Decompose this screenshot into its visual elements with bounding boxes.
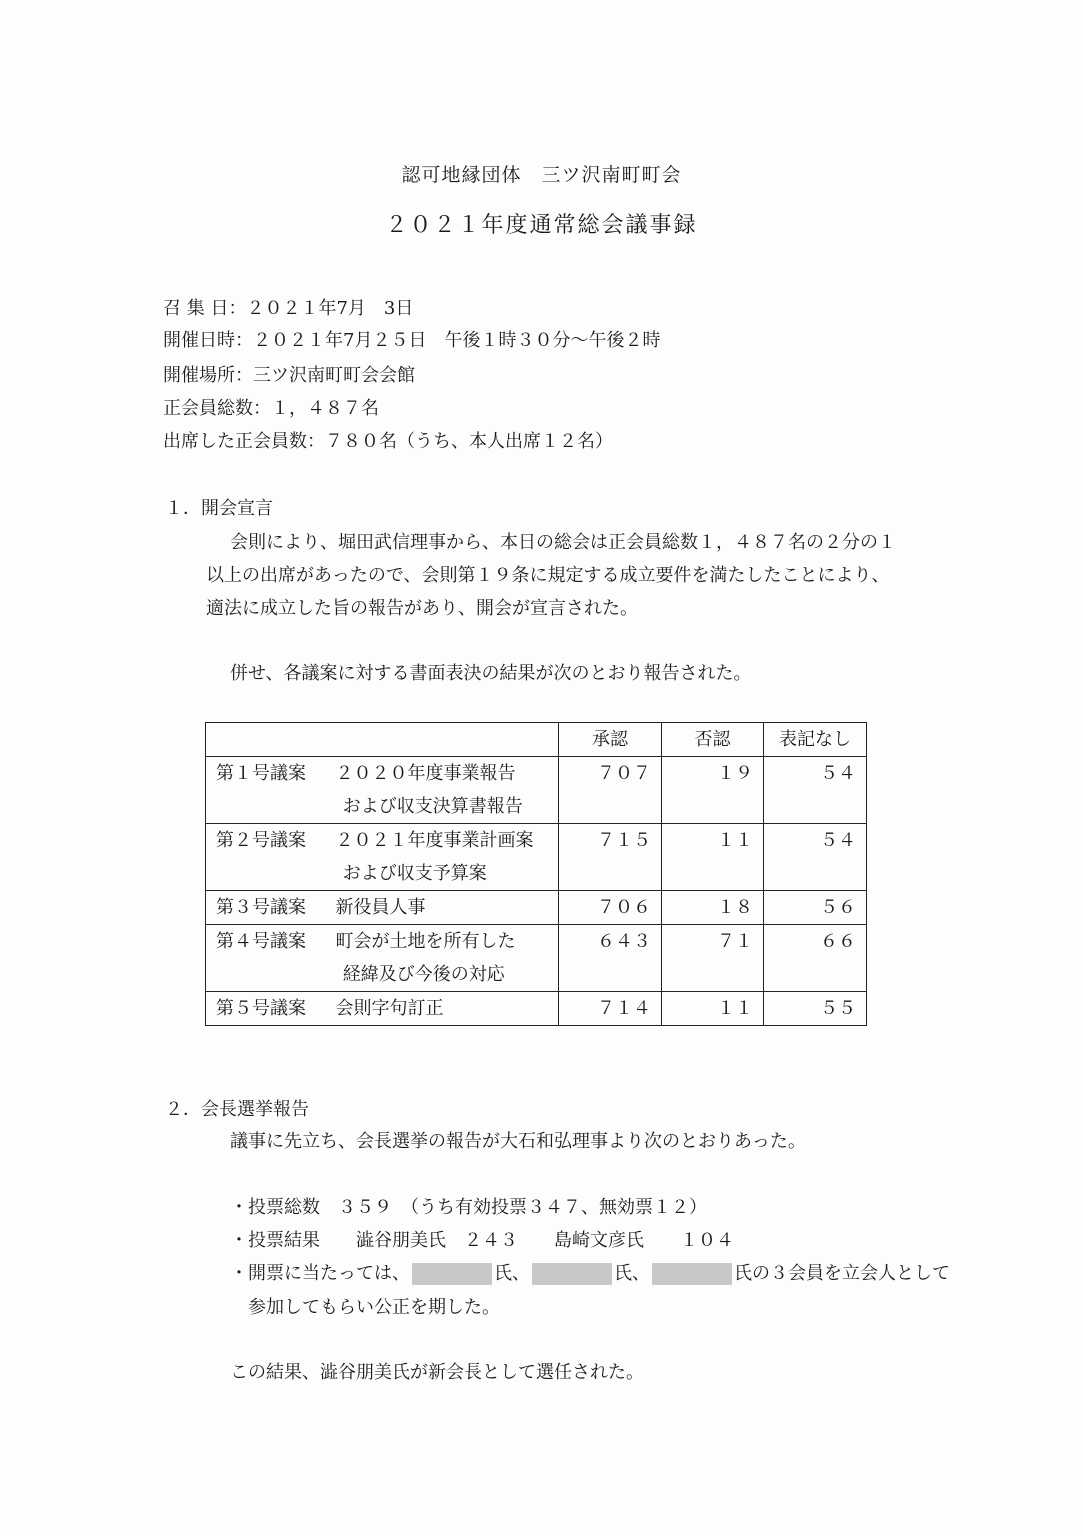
table-row [206, 757, 867, 824]
table-header-row [206, 723, 867, 757]
meta-total-members: 正会員総数：１，４８７名 [163, 398, 379, 419]
reject-count: １８ [662, 891, 764, 925]
meta-venue: 開催場所：三ツ沢南町町会会館 [163, 365, 415, 386]
section1-para2: 併せ、各議案に対する書面表決の結果が次のとおり報告された。 [230, 663, 752, 684]
agenda-cell [206, 925, 559, 992]
agenda-title-line1: 会則字句訂正 [335, 998, 444, 1019]
agenda-title-line2: および収支予算案 [342, 863, 487, 884]
redacted-name-2 [532, 1263, 612, 1285]
table-row [206, 925, 867, 992]
agenda-cell [206, 891, 559, 925]
table-row [206, 824, 867, 891]
meta-meeting-datetime: 開催日時：２０２１年7月２５日 午後１時３０分～午後２時 [163, 330, 661, 351]
meta-convocation-date: 召 集 日：２０２１年7月 3日 [163, 298, 414, 319]
section1-para-line1: 会則により、堀田武信理事から、本日の総会は正会員総数１，４８７名の２分の１ [230, 532, 896, 553]
reject-count: １１ [662, 824, 764, 891]
agenda-cell [206, 757, 559, 824]
document-title: ２０２１年度通常総会議事録 [385, 213, 698, 238]
approve-count: ６４３ [559, 925, 662, 992]
reject-count: １１ [662, 992, 764, 1026]
reject-count: ７１ [662, 925, 764, 992]
section2-heading: ２．会長選挙報告 [165, 1099, 309, 1120]
witness-sep-2: 氏、 [614, 1263, 650, 1284]
agenda-label: 第３号議案 [216, 897, 306, 918]
none-count: ５４ [764, 757, 867, 824]
organization-name: 認可地縁団体 三ツ沢南町町会 [401, 164, 682, 186]
section2-intro: 議事に先立ち、会長選挙の報告が大石和弘理事より次のとおりあった。 [230, 1131, 806, 1152]
witness-text-a: ・開票に当たっては、 [230, 1263, 410, 1284]
agenda-label: 第５号議案 [216, 998, 306, 1019]
approve-count: ７１５ [559, 824, 662, 891]
none-count: ５５ [764, 992, 867, 1026]
redacted-name-3 [652, 1263, 732, 1285]
none-count: ６６ [764, 925, 867, 992]
header-cell-blank [206, 723, 559, 757]
agenda-title-line1: ２０２０年度事業報告 [335, 763, 516, 784]
witness-sep-1: 氏、 [494, 1263, 530, 1284]
agenda-cell [206, 992, 559, 1026]
agenda-title-line2: 経緯及び今後の対応 [342, 964, 505, 985]
agenda-label: 第４号議案 [216, 931, 306, 952]
header-cell-reject: 否認 [662, 723, 764, 757]
witness-line [230, 1262, 950, 1286]
section1-heading: １．開会宣言 [165, 498, 273, 519]
election-conclusion: この結果、澁谷朋美氏が新会長として選任された。 [230, 1362, 644, 1383]
vote-results-table [205, 722, 867, 1026]
agenda-title-line1: ２０２１年度事業計画案 [335, 830, 534, 851]
none-count: ５６ [764, 891, 867, 925]
none-count: ５４ [764, 824, 867, 891]
redacted-name-1 [412, 1263, 492, 1285]
agenda-title-line1: 新役員人事 [335, 897, 426, 918]
reject-count: １９ [662, 757, 764, 824]
header-cell-approve: 承認 [559, 723, 662, 757]
agenda-label: 第２号議案 [216, 830, 306, 851]
approve-count: ７０７ [559, 757, 662, 824]
approve-count: ７０６ [559, 891, 662, 925]
ballot-result: ・投票結果 澁谷朋美氏 ２４３ 島崎文彦氏 １０４ [230, 1230, 734, 1251]
witness-line-2: 参加してもらい公正を期した。 [248, 1297, 500, 1318]
header-cell-none: 表記なし [764, 723, 867, 757]
agenda-title-line2: および収支決算書報告 [342, 796, 523, 817]
meta-attending-members: 出席した正会員数：７８０名（うち、本人出席１２名） [163, 431, 613, 452]
witness-text-b: 氏の３会員を立会人として [734, 1263, 950, 1284]
agenda-cell [206, 824, 559, 891]
section1-para-line3: 適法に成立した旨の報告があり、開会が宣言された。 [206, 598, 638, 619]
approve-count: ７１４ [559, 992, 662, 1026]
agenda-title-line1: 町会が土地を所有した [335, 931, 516, 952]
ballot-total: ・投票総数 ３５９ （うち有効投票３４７、無効票１２） [230, 1197, 707, 1218]
table-row [206, 891, 867, 925]
agenda-label: 第１号議案 [216, 763, 306, 784]
table-row [206, 992, 867, 1026]
section1-para-line2: 以上の出席があったので、会則第１９条に規定する成立要件を満たしたことにより、 [206, 565, 890, 586]
